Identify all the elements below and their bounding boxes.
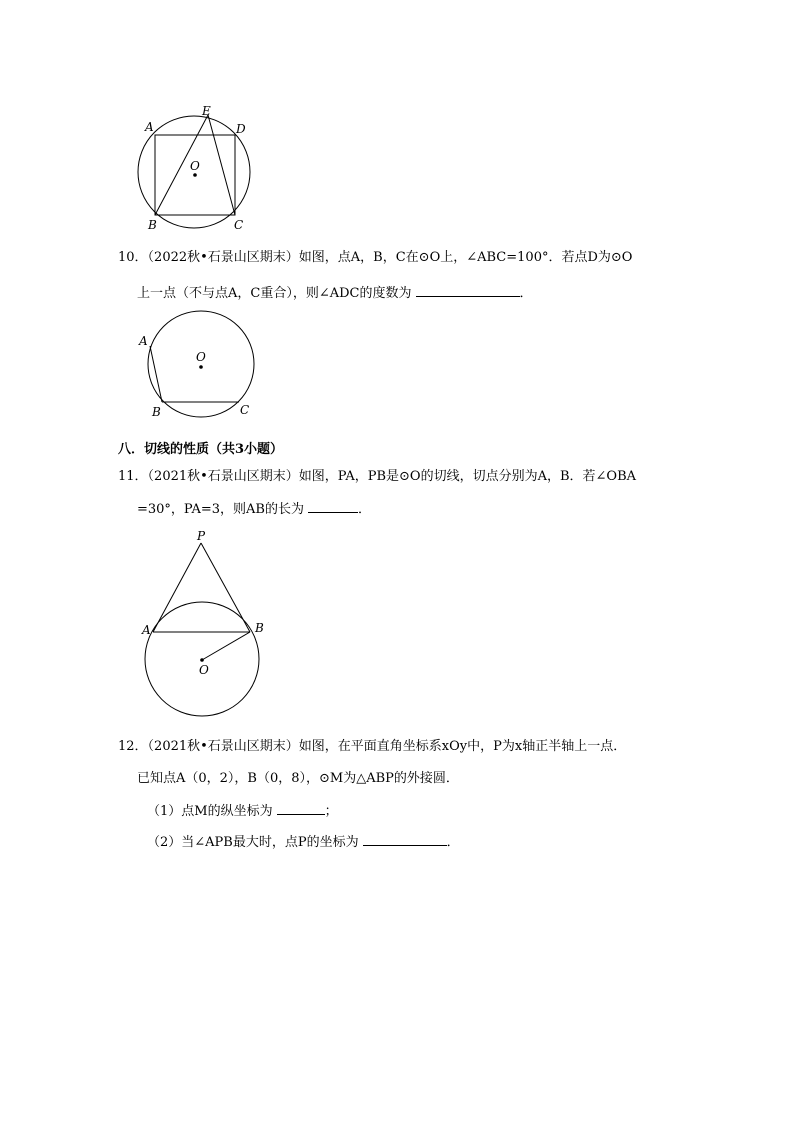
- question-12-part1: [147, 802, 338, 820]
- tangent-pa: [153, 543, 201, 632]
- question-11-line2: [137, 500, 371, 518]
- answer-blank-12-2[interactable]: [363, 833, 447, 846]
- question-12-part2-text: （2）当∠APB最大时，点P的坐标为: [147, 835, 359, 850]
- label-o: O: [196, 350, 206, 364]
- question-10-end: ．: [519, 286, 533, 301]
- question-12-line1: 12．（2021秋•石景山区期末）如图，在平面直角坐标系xOy中，P为x轴正半轴上一点．: [118, 739, 627, 754]
- label-c: C: [240, 403, 250, 417]
- label-b: B: [255, 621, 264, 635]
- question-11-text: =30°，PA=3，则AB的长为: [137, 502, 304, 517]
- question-11-line1: 11．（2021秋•石景山区期末）如图，PA，PB是⊙O的切线，切点分别为A，B．若∠OBA: [118, 469, 637, 484]
- circle-o: [148, 311, 254, 417]
- answer-blank-11[interactable]: [308, 500, 358, 513]
- radius-ob: [202, 632, 250, 660]
- question-10-line2: [137, 284, 533, 302]
- label-o: O: [190, 159, 200, 173]
- label-o: O: [199, 663, 209, 677]
- question-10-text: 上一点（不与点A，C重合），则∠ADC的度数为: [137, 286, 412, 301]
- question-12-line2: 已知点A（0，2），B（0，8），⊙M为△ABP的外接圆．: [137, 771, 459, 786]
- answer-blank-10[interactable]: [416, 284, 520, 297]
- label-a: A: [145, 120, 154, 134]
- center-point: [193, 173, 197, 177]
- tangent-pb: [201, 543, 250, 632]
- question-12-part1-end: ；: [324, 804, 338, 819]
- segment-ab: [150, 346, 162, 402]
- question-10-line1: 10．（2022秋•石景山区期末）如图，点A，B，C在⊙O上，∠ABC=100°．若点D为⊙O: [118, 250, 633, 265]
- label-b: B: [148, 218, 157, 232]
- question-12-part2-end: ．: [446, 835, 460, 850]
- center-point: [200, 658, 204, 662]
- answer-blank-12-1[interactable]: [277, 802, 325, 815]
- question-12-part1-text: （1）点M的纵坐标为: [147, 804, 273, 819]
- figure-q10: [135, 310, 265, 425]
- label-a: A: [142, 623, 151, 637]
- label-a: A: [139, 334, 148, 348]
- label-d: D: [236, 122, 246, 136]
- question-11-end: ．: [357, 502, 371, 517]
- label-c: C: [234, 218, 244, 232]
- question-12-part2: [147, 833, 460, 851]
- center-point: [199, 365, 203, 369]
- figure-q9: [130, 98, 260, 238]
- label-e: E: [202, 104, 211, 118]
- figure-q11: [138, 528, 273, 723]
- section-heading: 八．切线的性质（共3小题）: [118, 442, 284, 457]
- label-p: P: [197, 529, 206, 543]
- label-b: B: [152, 405, 161, 419]
- segment-be: [155, 115, 208, 215]
